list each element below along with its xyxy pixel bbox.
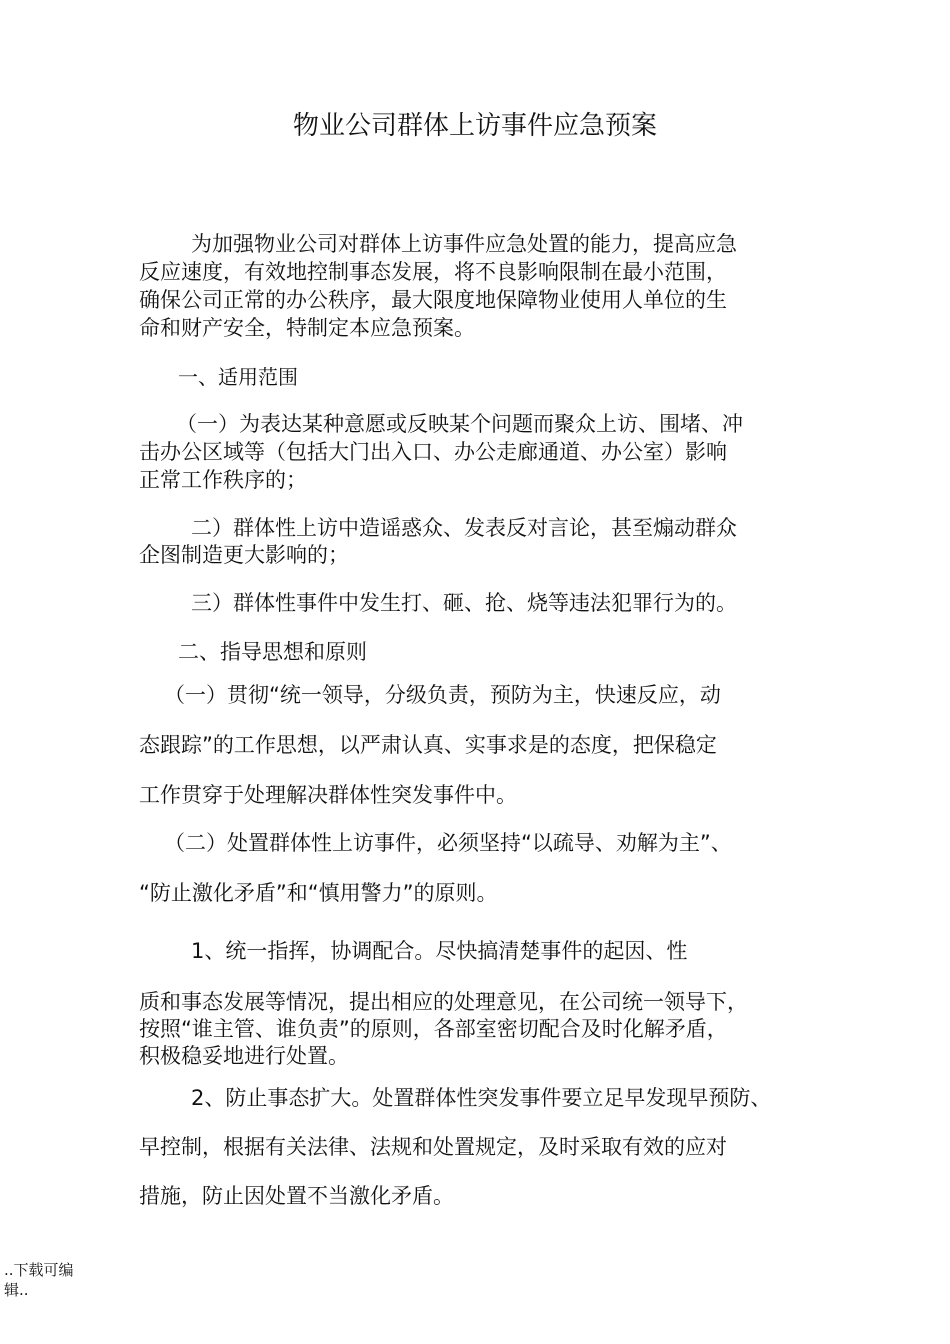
section2-heading: 二、指导思想和原则: [178, 640, 367, 664]
intro-line-4: 命和财产安全，特制定本应急预案。: [139, 316, 475, 340]
intro-line-1: 为加强物业公司对群体上访事件应急处置的能力，提高应急: [191, 232, 737, 256]
section2-item1-line-2: 态跟踪”的工作思想，以严肃认真、实事求是的态度，把保稳定: [139, 733, 717, 757]
section2-point2-line-2: 早控制，根据有关法律、法规和处置规定，及时采取有效的应对: [139, 1135, 727, 1159]
footer-note-line-2: 辑..: [4, 1281, 29, 1299]
section1-item3: 三）群体性事件中发生打、砸、抢、烧等违法犯罪行为的。: [191, 591, 737, 615]
section1-item1-line-3: 正常工作秩序的；: [139, 468, 307, 492]
intro-line-2: 反应速度，有效地控制事态发展，将不良影响限制在最小范围，: [139, 260, 727, 284]
section2-point1-line-4: 积极稳妥地进行处置。: [139, 1044, 349, 1068]
section2-item1-line-1: （一）贯彻“统一领导，分级负责，预防为主，快速反应，动: [164, 683, 721, 707]
section2-item1-line-3: 工作贯穿于处理解决群体性突发事件中。: [139, 783, 517, 807]
intro-line-3: 确保公司正常的办公秩序，最大限度地保障物业使用人单位的生: [139, 288, 727, 312]
section2-point2-line-1: 2、防止事态扩大。处置群体性突发事件要立足早发现早预防、: [191, 1086, 772, 1110]
footer-note-line-1: ..下载可编: [4, 1261, 74, 1279]
section1-item1-line-2: 击办公区域等（包括大门出入口、办公走廊通道、办公室）影响: [139, 440, 727, 464]
section2-point1-line-1: 1、统一指挥，协调配合。尽快搞清楚事件的起因、性: [191, 939, 688, 963]
section1-heading: 一、适用范围: [178, 365, 298, 389]
section1-item1-line-1: （一）为表达某种意愿或反映某个问题而聚众上访、围堵、冲: [176, 412, 743, 436]
section2-point2-line-3: 措施，防止因处置不当激化矛盾。: [139, 1184, 454, 1208]
document-title: 物业公司群体上访事件应急预案: [292, 111, 657, 141]
section2-point1-line-3: 按照“谁主管、谁负责”的原则，各部室密切配合及时化解矛盾，: [139, 1017, 728, 1041]
section2-item2-line-2: “防止激化矛盾”和“慎用警力”的原则。: [139, 881, 498, 905]
section2-item2-line-1: （二）处置群体性上访事件，必须坚持“以疏导、劝解为主”、: [164, 831, 732, 855]
section1-item2-line-2: 企图制造更大影响的；: [139, 543, 349, 567]
section1-item2-line-1: 二）群体性上访中造谣惑众、发表反对言论，甚至煽动群众: [191, 516, 737, 540]
section2-point1-line-2: 质和事态发展等情况，提出相应的处理意见，在公司统一领导下，: [139, 990, 748, 1014]
